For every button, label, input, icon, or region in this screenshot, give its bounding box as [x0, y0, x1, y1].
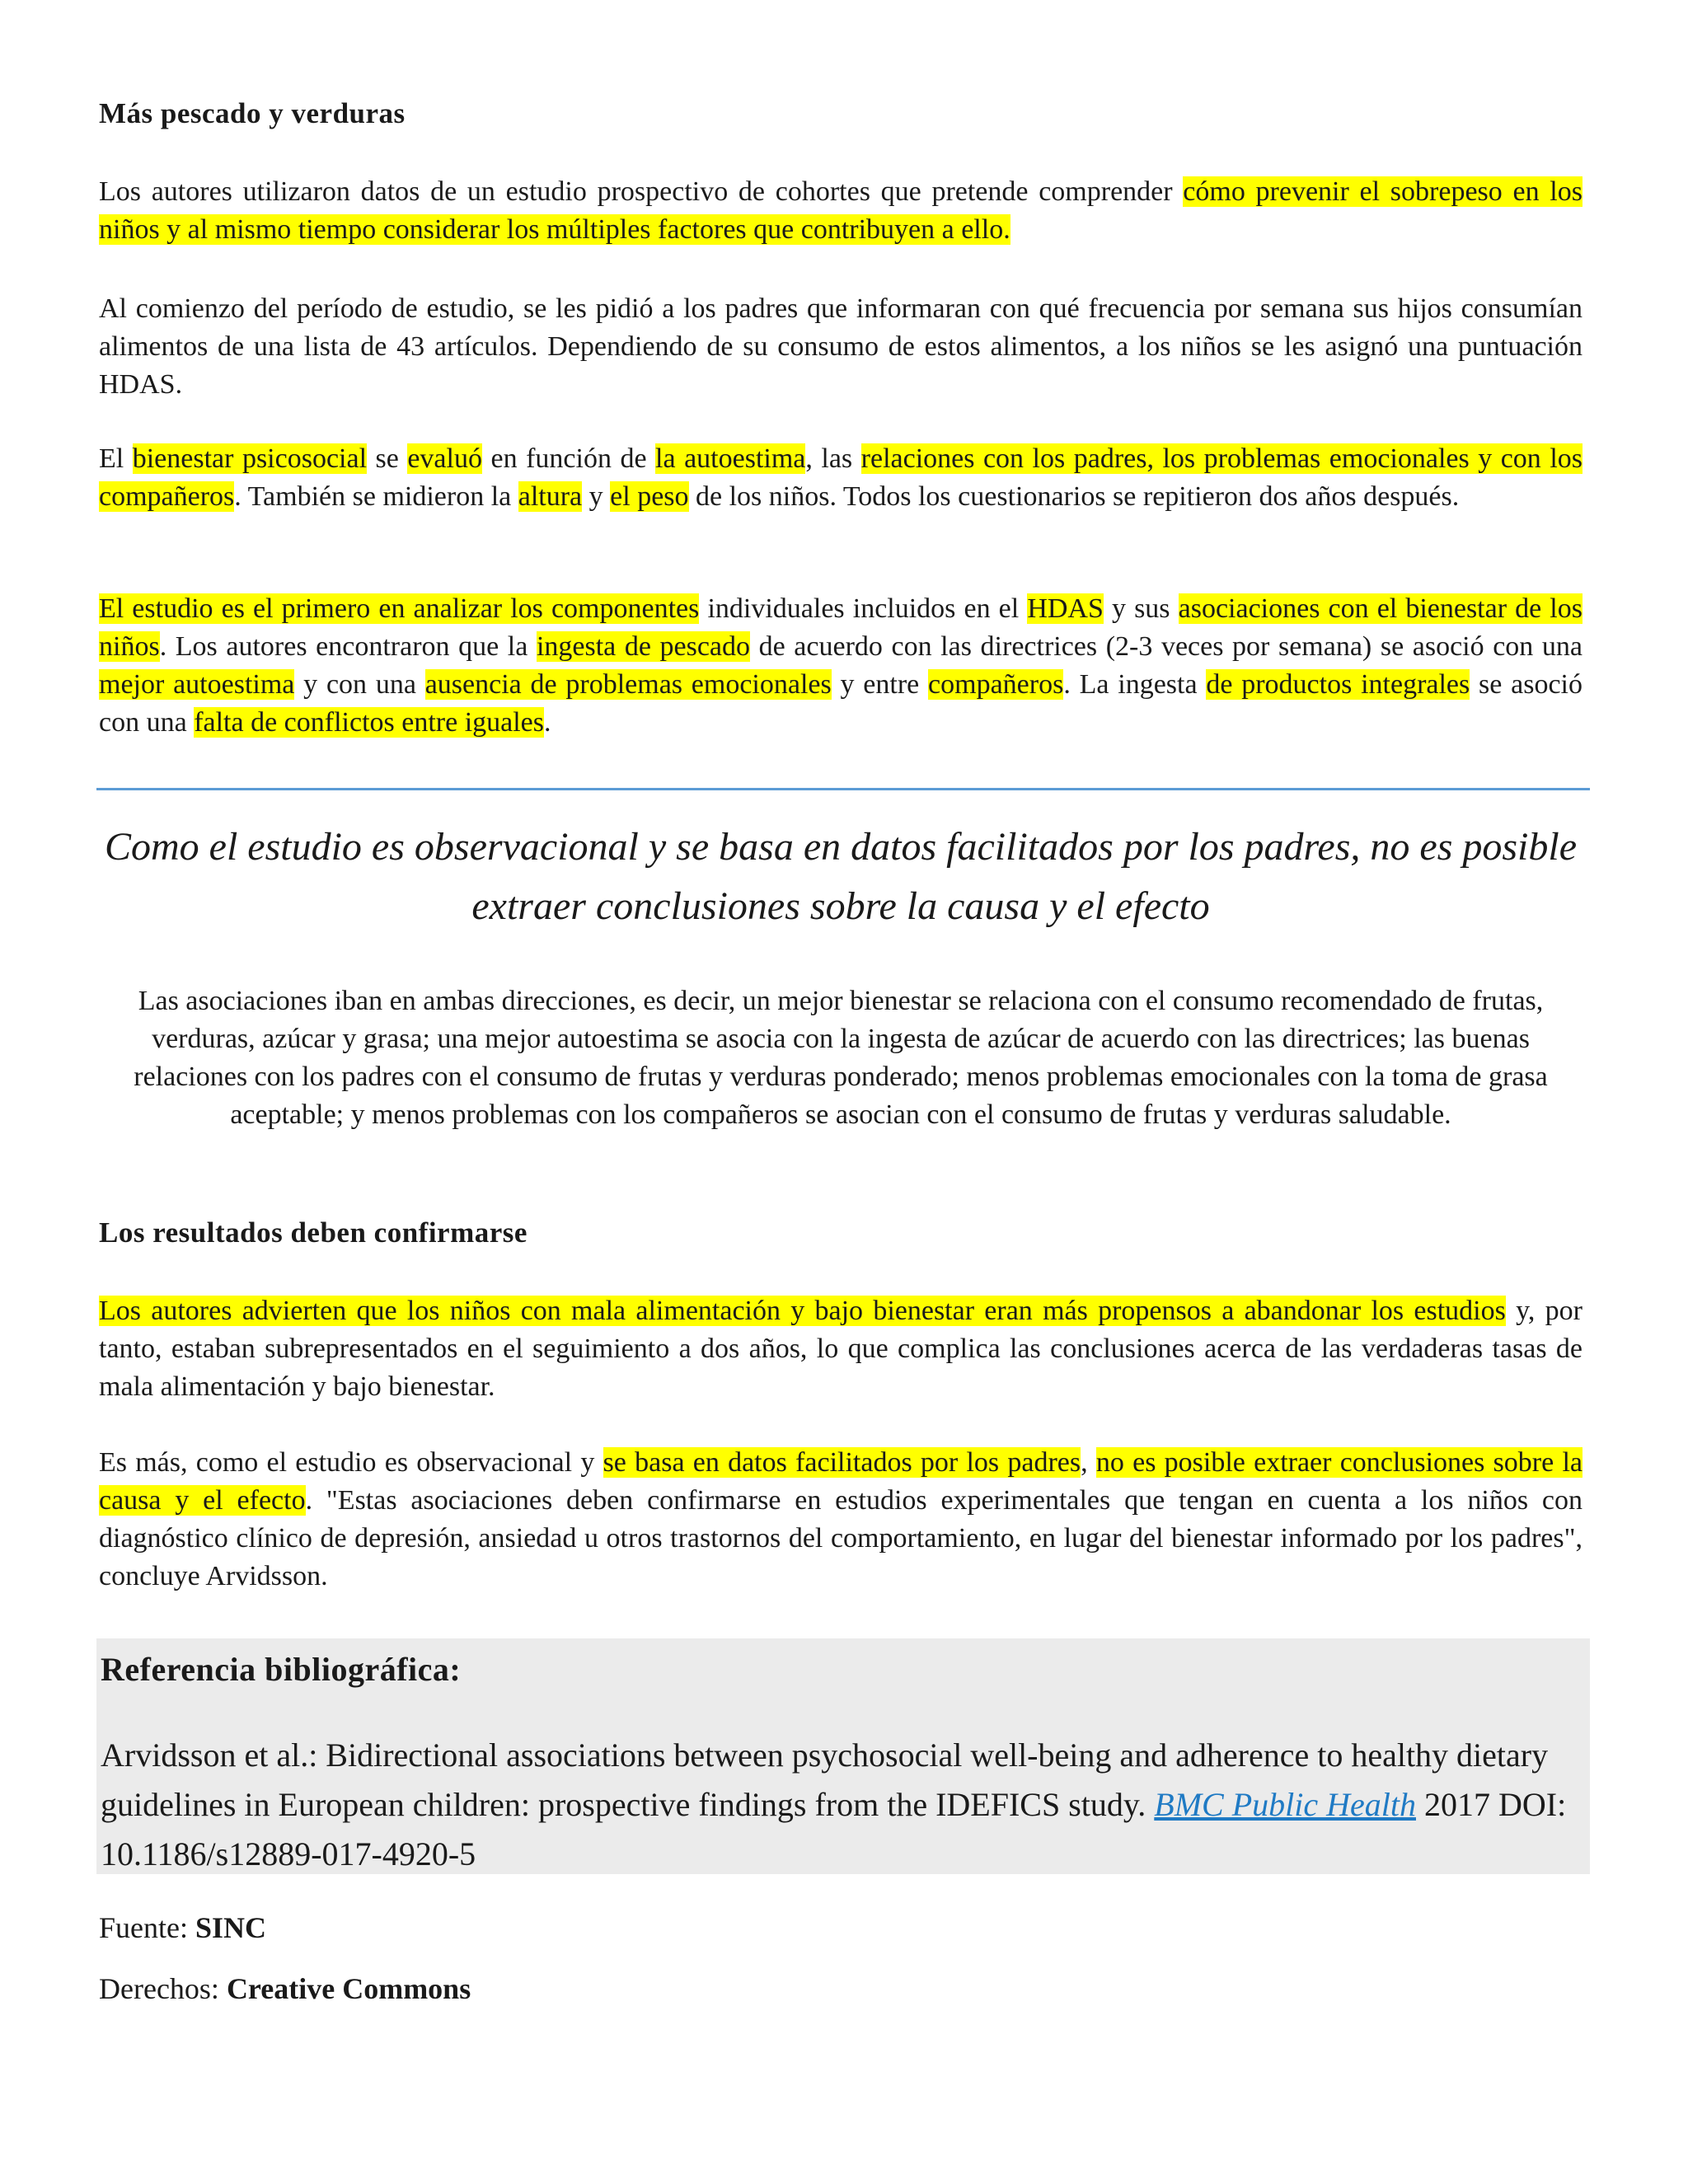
section-more-fish: [99, 97, 1582, 130]
highlight-run: altura: [518, 481, 583, 512]
highlight-run: mejor autoestima: [99, 669, 295, 700]
text-run: . "Estas asociaciones deben confirmarse en estudios experimentales que tengan en cuenta a los niños con diagnóstico clínico de depresión, ansiedad u otros trastornos del comportamiento, en lugar del bienestar informado por los padres", concluye Arvidsson.: [99, 1485, 1582, 1591]
section-heading: Los resultados deben confirmarse: [99, 1216, 528, 1249]
highlight-run: ingesta de pescado: [536, 631, 751, 662]
paragraph-text: Al comienzo del período de estudio, se les pidió a los padres que informaran con qué frecuencia por semana sus hijos consumían alimentos de una lista de 43 artículos. Dependiendo de su consumo de estos alimentos, a los niños se les asignó una puntuación HDAS.: [99, 293, 1582, 400]
section-results: [99, 1216, 1582, 1249]
rights-value: Creative Commons: [226, 1972, 471, 2005]
highlight-run: de productos integrales: [1206, 669, 1470, 700]
text-run: .: [544, 707, 551, 738]
citation-doi: 2017 DOI: 10.1186/s12889-017-4920-5: [101, 1786, 1567, 1872]
highlight-run: el peso: [610, 481, 689, 512]
text-run: individuales incluidos en el: [699, 593, 1028, 624]
source-line: [99, 1910, 266, 1945]
text-run: , las: [805, 443, 861, 474]
centered-paragraph: Las asociaciones iban en ambas direcciones, es decir, un mejor bienestar se relaciona con el consumo recomendado de frutas, verduras, azúcar y grasa; una mejor autoestima se asocia con la ingesta de azúcar de acuerdo con las directrices; las buenas relaciones con los padres con el consumo de frutas y verduras ponderado; menos problemas emocionales con la toma de grasa aceptable; y menos problemas con los compañeros se asocian con el consumo de frutas y verduras saludable.: [134, 986, 1548, 1130]
text-run: y con una: [294, 669, 425, 700]
horizontal-divider: [96, 788, 1590, 790]
text-run: . Los autores encontraron que la: [159, 631, 537, 662]
highlight-run: Los autores advierten que los niños con mala alimentación y bajo bienestar eran más propensos a abandonar los estudios: [99, 1296, 1506, 1326]
rights-label: Derechos:: [99, 1972, 219, 2005]
text-run: y: [582, 481, 611, 512]
source-label: Fuente:: [99, 1911, 188, 1944]
highlight-run: falta de conflictos entre iguales: [194, 707, 545, 738]
rights-line: [99, 1971, 471, 2006]
highlight-run: evaluó: [407, 443, 482, 474]
text-run: y sus: [1103, 593, 1179, 624]
paragraph-5: [99, 1292, 1582, 1406]
highlight-run: ausencia de problemas emocionales: [424, 669, 832, 700]
text-run: Es más, como el estudio es observacional y: [99, 1447, 603, 1478]
text-run: y, por tanto, estaban subrepresentados en el seguimiento a dos años, lo que complica las conclusiones acerca de las verdaderas tasas de mala alimentación y bajo bienestar.: [99, 1296, 1582, 1402]
text-run: El: [99, 443, 133, 474]
highlight-run: asociaciones con el bienestar de los niños: [99, 593, 1582, 662]
paragraph-6: [99, 1444, 1582, 1596]
paragraph-4: [99, 590, 1582, 742]
text-run: se: [367, 443, 408, 474]
journal-link[interactable]: BMC Public Health: [1154, 1786, 1416, 1823]
text-run: Los autores utilizaron datos de un estudio prospectivo de cohortes que pretende comprender: [99, 176, 1184, 207]
text-run: y entre: [831, 669, 929, 700]
section-heading: Más pescado y verduras: [99, 97, 406, 129]
citation-text: Arvidsson et al.: Bidirectional associations between psychosocial well-being and adherence to healthy dietary guidelines in European children: prospective findings from the IDEFICS study.: [101, 1736, 1549, 1823]
text-run: . También se midieron la: [234, 481, 518, 512]
text-run: de los niños. Todos los cuestionarios se repitieron dos años después.: [688, 481, 1460, 512]
highlight-run: no es posible extraer conclusiones sobre la causa y el efecto: [99, 1447, 1582, 1516]
highlight-run: relaciones con los padres, los problemas emocionales y con los compañeros: [99, 443, 1582, 512]
text-run: de acuerdo con las directrices (2-3 veces por semana) se asoció con una: [750, 631, 1582, 662]
reference-title: Referencia bibliográfica:: [101, 1651, 462, 1688]
highlight-run: El estudio es el primero en analizar los componentes: [99, 593, 700, 624]
highlight-run: cómo prevenir el sobrepeso en los niños y al mismo tiempo considerar los múltiples factores que contribuyen a ello.: [99, 176, 1582, 245]
text-run: ,: [1081, 1447, 1096, 1478]
paragraph-3: [99, 440, 1582, 516]
highlight-run: la autoestima: [655, 443, 806, 474]
highlight-run: HDAS: [1027, 593, 1104, 624]
highlight-run: bienestar psicosocial: [132, 443, 368, 474]
text-run: . La ingesta: [1063, 669, 1207, 700]
highlight-run: compañeros: [928, 669, 1064, 700]
text-run: en función de: [481, 443, 656, 474]
source-value: SINC: [195, 1911, 267, 1944]
paragraph-1: [99, 173, 1582, 249]
text-run: se asoció con una: [99, 669, 1583, 738]
highlight-run: se basa en datos facilitados por los padres: [603, 1447, 1081, 1478]
reference-box: [96, 1638, 1590, 1874]
paragraph-2: [99, 290, 1582, 404]
pull-quote: Como el estudio es observacional y se basa en datos facilitados por los padres, no es posible extraer conclusiones sobre la causa y el efecto: [104, 825, 1578, 928]
reference-citation: [101, 1731, 1576, 1879]
